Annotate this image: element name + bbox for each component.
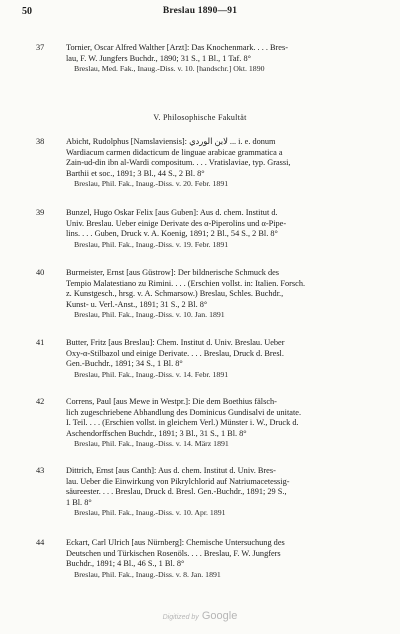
- entry-number: 42: [36, 397, 45, 406]
- entry-line: z. Kunstgesch., hrsg. v. A. Schmarsow.) Breslau, Schles. Buchdr.,: [66, 289, 284, 299]
- entry-note: Breslau, Phil. Fak., Inaug.-Diss. v. 20. Febr. 1891: [74, 179, 229, 189]
- entry-line: lau. Ueber die Einwirkung von Pikrylchlorid auf Natriumacetessig-: [66, 476, 290, 486]
- google-logo: Google: [201, 610, 238, 622]
- entry-note: Breslau, Phil. Fak., Inaug.-Diss. v. 19. Febr. 1891: [74, 239, 229, 249]
- entry: [22, 43, 384, 75]
- entry-line: lins. . . . Guben, Druck v. A. Koenig, 1891; 2 Bl., 54 S., 2 Bl. 8°: [66, 229, 278, 239]
- entry-line: Tornier, Oscar Alfred Walther [Arzt]: Das Knochenmark. . . . Bres-: [66, 43, 288, 52]
- entry-number: 41: [36, 338, 45, 347]
- entry-note: Breslau, Phil. Fak., Inaug.-Diss. v. 10. Jan. 1891: [74, 310, 225, 320]
- entry-line: Deutschen und Türkischen Rosenöls. . . . Breslau, F. W. Jungfers: [66, 548, 281, 558]
- entry: [22, 538, 384, 580]
- entry-line: Gen.-Buchdr., 1891; 34 S., 1 Bl. 8°: [66, 359, 183, 369]
- entry-line: Burmeister, Ernst [aus Güstrow]: Der bildnerische Schmuck des: [66, 268, 280, 277]
- entry-line: Butter, Fritz [aus Breslau]: Chem. Institut d. Univ. Breslau. Ueber: [66, 338, 285, 347]
- entry-line: Tempio Malatestiano zu Rimini. . . . (Erschien vollst. in: Italien. Forsch.: [66, 278, 306, 288]
- entry: [22, 268, 384, 321]
- entry-line: Aschendorffschen Buchdr., 1891; 3 Bl., 31 S., 1 Bl. 8°: [66, 428, 247, 438]
- entry-line: Bunzel, Hugo Oskar Felix [aus Guben]: Aus d. chem. Institut d.: [66, 208, 278, 217]
- entry: [22, 397, 384, 450]
- entry-line: Zain-ud-din ibn al-Wardi compositum. . . . Vratislaviae, typ. Grassi,: [66, 158, 291, 168]
- entry-line: Kunst- u. Verl.-Anst., 1891; 31 S., 2 Bl. 8°: [66, 299, 208, 309]
- entry-line: Buchdr., 1891; 4 Bl., 46 S., 1 Bl. 8°: [66, 559, 185, 569]
- digitization-watermark: [0, 610, 400, 622]
- page-header: [0, 6, 400, 20]
- entry-line: Abicht, Rudolphus [Namslaviensis]: لابن الوردي ... i. e. donum: [66, 137, 276, 146]
- entry-line: Eckart, Carl Ulrich [aus Nürnberg]: Chemische Untersuchung des: [66, 538, 285, 547]
- entry-line: Correns, Paul [aus Mewe in Westpr.]: Die dem Boethius fälsch-: [66, 397, 277, 406]
- watermark-prefix: Digitized by: [162, 614, 199, 621]
- entry-number: 43: [36, 466, 45, 475]
- entry-number: 39: [36, 208, 45, 217]
- entry-line: Wardiacum carmen didacticum de linguae arabicae grammatica a: [66, 147, 283, 157]
- entry-number: 44: [36, 538, 45, 547]
- entry-line: lich zugeschriebene Abhandlung des Dominicus Gundisalvi de unitate.: [66, 407, 302, 417]
- page-number: 50: [22, 6, 32, 17]
- running-head: Breslau 1890—91: [162, 6, 238, 16]
- entry-line: säureester. . . . Breslau, Druck d. Bresl. Gen.-Buchdr., 1891; 29 S.,: [66, 487, 287, 497]
- entry-line: Oxy-α-Stilbazol und einige Derivate. . . . Breslau, Druck d. Bresl.: [66, 348, 284, 358]
- entry-line: lau, F. W. Jungfers Buchdr., 1890; 31 S., 1 Bl., 1 Taf. 8°: [66, 53, 251, 63]
- entry: [22, 466, 384, 519]
- section-heading: V. Philosophische Fakultät: [153, 113, 247, 122]
- entry-line: Univ. Breslau. Ueber einige Derivate des α-Piperolins und α-Pipe-: [66, 218, 287, 228]
- entry: [22, 208, 384, 250]
- entry-line: Dittrich, Ernst [aus Canth]: Aus d. chem. Institut d. Univ. Bres-: [66, 466, 276, 475]
- entry-line: I. Teil. . . . (Erschien vollst. in gleichem Verl.) Münster i. W., Druck d.: [66, 418, 299, 428]
- entry-note: Breslau, Phil. Fak., Inaug.-Diss. v. 8. Jan. 1891: [74, 569, 221, 579]
- entry-note: Breslau, Med. Fak., Inaug.-Diss. v. 10. [handschr.] Okt. 1890: [74, 64, 265, 74]
- entry-note: Breslau, Phil. Fak., Inaug.-Diss. v. 14. Febr. 1891: [74, 369, 229, 379]
- entry-note: Breslau, Phil. Fak., Inaug.-Diss. v. 10. Apr. 1891: [74, 508, 226, 518]
- entry-number: 40: [36, 268, 45, 277]
- entry: [22, 338, 384, 380]
- entry-number: 38: [36, 137, 45, 146]
- entry: [22, 137, 384, 190]
- entry-line: Barthii et soc., 1891; 3 Bl., 44 S., 2 Bl. 8°: [66, 168, 205, 178]
- entry-note: Breslau, Phil. Fak., Inaug.-Diss. v. 14. März 1891: [74, 439, 229, 449]
- entry-line: 1 Bl. 8°: [66, 497, 92, 507]
- entry-number: 37: [36, 43, 45, 52]
